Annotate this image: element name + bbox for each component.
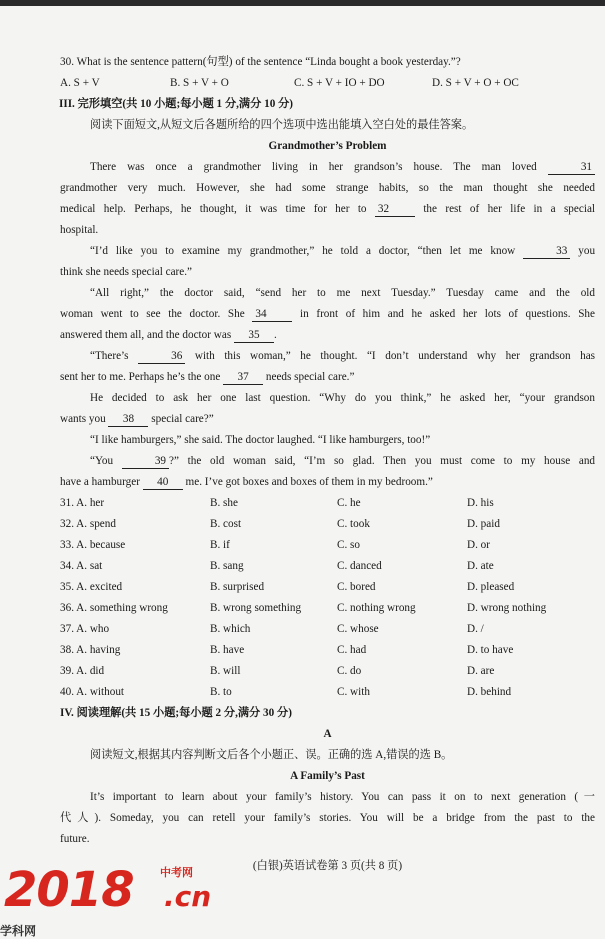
question-37-options bbox=[60, 619, 595, 640]
blank-38: 38 bbox=[108, 412, 148, 427]
watermark-domain: .cn bbox=[164, 880, 212, 913]
passage-line: answered them all, and the doctor was 35 . bbox=[60, 329, 277, 341]
option: D. / bbox=[467, 623, 484, 635]
option: B. which bbox=[210, 623, 251, 635]
option: D. are bbox=[467, 665, 495, 677]
question-36-options bbox=[60, 598, 595, 619]
section-3-instruction: 阅读下面短文,从短文后各题所给的四个选项中选出能填入空白处的最佳答案。 bbox=[90, 119, 474, 131]
passage-line: grandmother very much. However, she had some strange habits, so the man thought she needed bbox=[60, 182, 595, 194]
option: C. so bbox=[337, 539, 361, 551]
watermark-tag: 中考网 bbox=[160, 866, 193, 879]
passage-line: There was once a grandmother living in her grandson’s house. The man loved 31 bbox=[60, 157, 595, 178]
option: 33. A. because bbox=[60, 539, 126, 551]
option: 39. A. did bbox=[60, 665, 105, 677]
passage-line: “I’d like you to examine my grandmother,” he told a doctor, “then let me know 33 you bbox=[90, 245, 596, 257]
section-4-instruction: 阅读短文,根据其内容判断文后各个小题正、误。正确的选 A,错误的选 B。 bbox=[90, 749, 453, 761]
option: D. his bbox=[467, 497, 494, 509]
passage-line: sent her to me. Perhaps he’s the one 37 needs special care.” bbox=[60, 371, 355, 383]
question-30-options bbox=[60, 73, 595, 94]
option: 37. A. who bbox=[60, 623, 110, 635]
question-40-options bbox=[60, 682, 595, 703]
reading-line: future. bbox=[60, 833, 90, 845]
question-33-options bbox=[60, 535, 595, 556]
blank-36: 36 bbox=[138, 349, 185, 364]
option: C. bored bbox=[337, 581, 376, 593]
reading-title: A Family’s Past bbox=[290, 770, 365, 782]
option: C. nothing wrong bbox=[337, 602, 416, 614]
option: D. pleased bbox=[467, 581, 515, 593]
question-32-options bbox=[60, 514, 595, 535]
option: C. do bbox=[337, 665, 362, 677]
option: 36. A. something wrong bbox=[60, 602, 168, 614]
q30-option-d: D. S + V + O + OC bbox=[432, 77, 519, 89]
option: D. ate bbox=[467, 560, 494, 572]
option: C. took bbox=[337, 518, 370, 530]
option: B. cost bbox=[210, 518, 242, 530]
passage-line: woman went to see the doctor. She 34 in front of him and he asked her lots of questions. She bbox=[60, 308, 595, 320]
blank-33: 33 bbox=[523, 244, 570, 259]
passage-line: “I like hamburgers,” she said. The doctor laughed. “I like hamburgers, too!” bbox=[90, 434, 431, 446]
option: B. have bbox=[210, 644, 245, 656]
blank-40: 40 bbox=[143, 475, 183, 490]
blank-37: 37 bbox=[223, 370, 263, 385]
option: B. if bbox=[210, 539, 230, 551]
option: D. paid bbox=[467, 518, 500, 530]
option: D. to have bbox=[467, 644, 514, 656]
option: D. or bbox=[467, 539, 490, 551]
option: C. whose bbox=[337, 623, 379, 635]
blank-34: 34 bbox=[252, 307, 292, 322]
option: 38. A. having bbox=[60, 644, 121, 656]
question-31-options bbox=[60, 493, 595, 514]
option: D. behind bbox=[467, 686, 512, 698]
passage-line: “All right,” the doctor said, “send her to me next Tuesday.” Tuesday came and the old bbox=[90, 287, 595, 299]
blank-31: 31 bbox=[548, 160, 595, 175]
question-39-options bbox=[60, 661, 595, 682]
exam-page bbox=[60, 52, 595, 877]
passage-title: Grandmother’s Problem bbox=[268, 140, 387, 152]
option: B. wrong something bbox=[210, 602, 302, 614]
option: B. to bbox=[210, 686, 232, 698]
blank-32: 32 bbox=[375, 202, 415, 217]
watermark-number: 2018 bbox=[4, 862, 134, 918]
question-38-options bbox=[60, 640, 595, 661]
option: C. had bbox=[337, 644, 367, 656]
watermark-logo bbox=[0, 862, 300, 936]
passage-line: think she needs special care.” bbox=[60, 266, 193, 278]
option: B. will bbox=[210, 665, 241, 677]
passage-line: wants you 38 special care?” bbox=[60, 413, 214, 425]
answer-options bbox=[60, 493, 595, 703]
question-35-options bbox=[60, 577, 595, 598]
passage-line: hospital. bbox=[60, 224, 99, 236]
passage-line: have a hamburger 40 me. I’ve got boxes and boxes of them in my bedroom.” bbox=[60, 476, 433, 488]
reading-line: 代人). Someday, you can retell your family’s stories. You will be a bridge from the past to the bbox=[60, 812, 595, 824]
option: 35. A. excited bbox=[60, 581, 123, 593]
section-4-header: IV. 阅读理解(共 15 小题;每小题 2 分,满分 30 分) bbox=[60, 707, 292, 719]
option: 31. A. her bbox=[60, 497, 105, 509]
blank-39: 39 bbox=[122, 454, 169, 469]
q30-option-b: B. S + V + O bbox=[170, 77, 229, 89]
reading-line: It’s important to learn about your family’s history. You can pass it on to next generation (一 bbox=[90, 791, 595, 803]
q30-option-a: A. S + V bbox=[60, 77, 100, 89]
scan-top-border bbox=[0, 0, 605, 6]
option: 40. A. without bbox=[60, 686, 125, 698]
option: B. she bbox=[210, 497, 238, 509]
option: B. sang bbox=[210, 560, 244, 572]
passage-line: “You 39 ?” the old woman said, “I’m so glad. Then you must come to my house and bbox=[90, 455, 596, 467]
blank-35: 35 bbox=[234, 328, 274, 343]
option: C. he bbox=[337, 497, 361, 509]
part-a-label: A bbox=[323, 728, 332, 740]
option: D. wrong nothing bbox=[467, 602, 547, 614]
option: 34. A. sat bbox=[60, 560, 103, 572]
option: C. danced bbox=[337, 560, 382, 572]
q30-option-c: C. S + V + IO + DO bbox=[294, 77, 385, 89]
passage-line: He decided to ask her one last question. “Why do you think,” he asked her, “your grandson bbox=[90, 392, 595, 404]
question-34-options bbox=[60, 556, 595, 577]
watermark-bottom-text: 学科网 bbox=[0, 924, 37, 938]
option: C. with bbox=[337, 686, 370, 698]
option: B. surprised bbox=[210, 581, 265, 593]
page-footer: (白银)英语试卷第 3 页(共 8 页) bbox=[252, 860, 403, 872]
question-30-stem: 30. What is the sentence pattern(句型) of the sentence “Linda bought a book yesterday.”? bbox=[60, 56, 461, 68]
section-3-header: III. 完形填空(共 10 小题;每小题 1 分,满分 10 分) bbox=[59, 98, 294, 110]
passage-line: medical help. Perhaps, he thought, it was time for her to 32 the rest of her life in a special bbox=[60, 203, 596, 215]
option: 32. A. spend bbox=[60, 518, 116, 530]
passage-line: “There’s 36 with this woman,” he thought. “I don’t understand why her grandson has bbox=[90, 350, 596, 362]
